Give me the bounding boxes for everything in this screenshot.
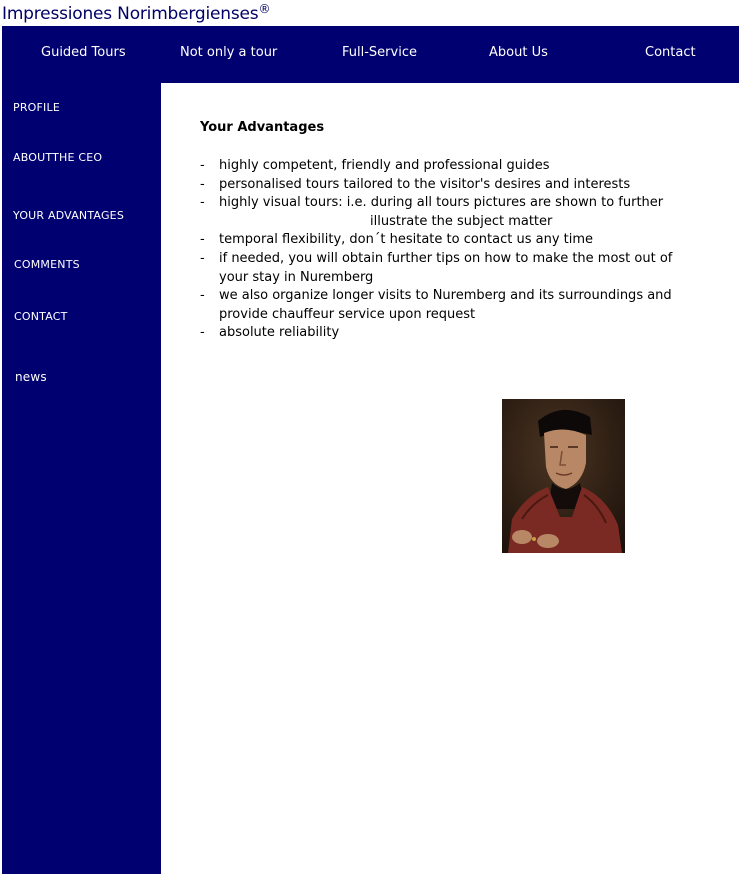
advantage-text: absolute reliability: [219, 325, 340, 341]
advantage-text: if needed, you will obtain further tips on how to make the most out of your stay in Nuremberg: [219, 250, 673, 285]
list-bullet: -: [200, 325, 205, 341]
top-navigation: [2, 26, 739, 83]
list-bullet: -: [200, 158, 205, 173]
page-heading: Your Advantages: [200, 120, 325, 135]
advantages-list: [200, 157, 700, 343]
list-item: [200, 324, 700, 343]
portrait-image: [502, 399, 625, 553]
sidebar-item-comments[interactable]: COMMENTS: [14, 258, 80, 271]
list-item: [200, 287, 700, 324]
nav-full-service[interactable]: Full-Service: [342, 45, 417, 60]
advantage-text: temporal flexibility, don´t hesitate to contact us any time: [219, 232, 594, 248]
nav-about-us[interactable]: About Us: [489, 45, 548, 60]
sidebar: [2, 83, 161, 874]
list-item: [200, 194, 700, 231]
advantage-continuation: illustrate the subject matter: [370, 213, 553, 229]
nav-guided-tours[interactable]: Guided Tours: [41, 45, 126, 60]
list-item: [200, 176, 700, 195]
advantage-text: we also organize longer visits to Nuremberg and its surroundings and provide chauffeur service upon request: [219, 288, 672, 322]
sidebar-item-news[interactable]: news: [15, 370, 47, 384]
advantage-text: personalised tours tailored to the visitor's desires and interests: [219, 176, 631, 192]
sidebar-item-contact[interactable]: CONTACT: [14, 310, 68, 323]
list-item: [200, 231, 700, 250]
site-title: [2, 2, 270, 24]
list-bullet: -: [200, 232, 205, 248]
sidebar-item-profile[interactable]: PROFILE: [13, 101, 60, 114]
sidebar-item-about-the-ceo[interactable]: ABOUTTHE CEO: [13, 151, 103, 164]
nav-contact[interactable]: Contact: [645, 45, 696, 60]
list-item: [200, 157, 700, 176]
advantage-text: highly competent, friendly and professional guides: [219, 158, 550, 173]
sidebar-item-your-advantages[interactable]: YOUR ADVANTAGES: [13, 209, 124, 222]
list-bullet: -: [200, 195, 205, 211]
registered-mark: ®: [258, 2, 271, 16]
site-title-text: Impressiones Norimbergienses: [2, 4, 259, 24]
list-bullet: -: [200, 288, 205, 304]
nav-not-only-a-tour[interactable]: Not only a tour: [180, 45, 278, 60]
list-bullet: -: [200, 176, 205, 192]
list-item: [200, 250, 700, 287]
advantage-text: highly visual tours: i.e. during all tours pictures are shown to further: [219, 195, 664, 211]
list-bullet: -: [200, 250, 205, 266]
main-content: [161, 83, 739, 874]
